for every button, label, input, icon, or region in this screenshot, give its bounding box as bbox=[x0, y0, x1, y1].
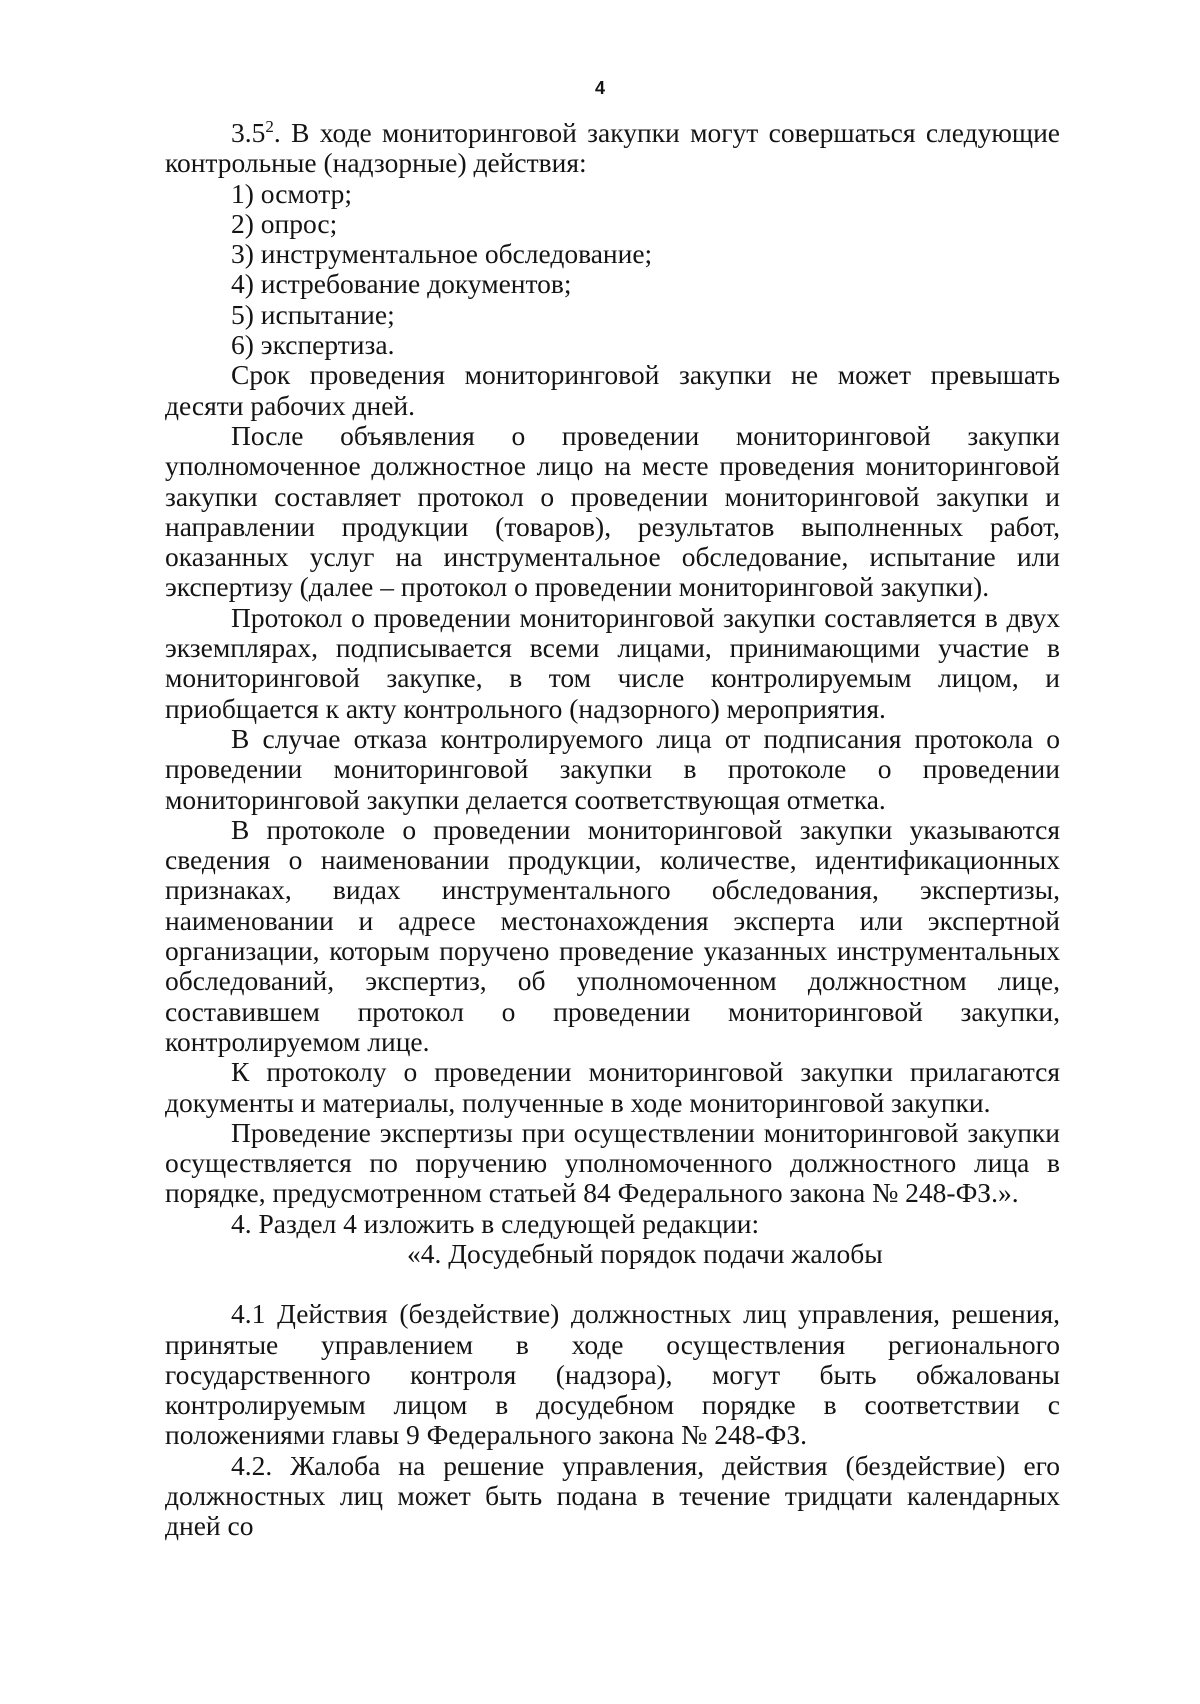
paragraph-expertise-order: Проведение экспертизы при осуществлении мониторинговой закупки осуществляется по поручению уполномоченного должностного лица в порядке, предусмотренном статьей 84 Федерального закона № 248-ФЗ.». bbox=[165, 1116, 1060, 1209]
document-body bbox=[165, 118, 1060, 1542]
clause-superscript: 2 bbox=[265, 116, 274, 136]
clause-number: 3.5 bbox=[231, 117, 266, 148]
section-4-heading: «4. Досудебный порядок подачи жалобы bbox=[407, 1237, 883, 1269]
clause-intro-text: . В ходе мониторинговой закупки могут совершаться следующие контрольные (надзорные) действия: bbox=[165, 117, 1060, 179]
paragraph-section-4-amendment: 4. Раздел 4 изложить в следующей редакции: bbox=[231, 1207, 760, 1239]
list-item-testing: 5) испытание; bbox=[231, 298, 395, 330]
paragraph-4-2: 4.2. Жалоба на решение управления, действия (бездействие) его должностных лиц может быть подана в течение тридцати календарных дней со bbox=[165, 1449, 1060, 1542]
page-number: 4 bbox=[594, 78, 605, 98]
paragraph-refusal-note: В случае отказа контролируемого лица от подписания протокола о проведении мониторинговой закупки в протоколе о проведении мониторинговой закупки делается соответствующая отметка. bbox=[165, 722, 1060, 815]
paragraph-attachments: К протоколу о проведении мониторинговой закупки прилагаются документы и материалы, полученные в ходе мониторинговой закупки. bbox=[165, 1056, 1060, 1118]
clause-3-5-2-intro bbox=[165, 118, 1060, 179]
list-item-survey: 2) опрос; bbox=[231, 207, 338, 239]
paragraph-protocol-drafting: После объявления о проведении мониторинговой закупки уполномоченное должностное лицо на месте проведения мониторинговой закупки составляет протокол о проведении мониторинговой закупки и направлении продукции (товаров), результатов выполненных работ, оказанных услуг на инструментальное обследование, испытание или экспертизу (далее – протокол о проведении мониторинговой закупки). bbox=[165, 419, 1060, 603]
list-item-document-request: 4) истребование документов; bbox=[231, 268, 572, 300]
list-item-expertise: 6) экспертиза. bbox=[231, 329, 395, 361]
paragraph-duration: Срок проведения мониторинговой закупки не может превышать десяти рабочих дней. bbox=[165, 359, 1060, 421]
list-item-inspection: 1) осмотр; bbox=[231, 177, 352, 209]
paragraph-protocol-contents: В протоколе о проведении мониторинговой закупки указываются сведения о наименовании продукции, количестве, идентификационных признаках, видах инструментального обследования, экспертизы, наименовании и адресе местонахождения эксперта или экспертной организации, которым поручено проведение указанных инструментальных обследований, экспертиз, об уполномоченном должностном лице, составившем протокол о проведении мониторинговой закупки, контролируемом лице. bbox=[165, 813, 1060, 1057]
paragraph-protocol-copies: Протокол о проведении мониторинговой закупки составляется в двух экземплярах, подписывается всеми лицами, принимающими участие в мониторинговой закупке, в том числе контролируемым лицом, и приобщается к акту контрольного (надзорного) мероприятия. bbox=[165, 601, 1060, 724]
list-item-instrumental-examination: 3) инструментальное обследование; bbox=[231, 238, 653, 270]
paragraph-4-1: 4.1 Действия (бездействие) должностных лиц управления, решения, принятые управлением в ходе осуществления регионального государственного контроля (надзора), могут быть обжалованы контролируемым лицом в досудебном порядке в соответствии с положениями главы 9 Федерального закона № 248-ФЗ. bbox=[165, 1298, 1060, 1451]
